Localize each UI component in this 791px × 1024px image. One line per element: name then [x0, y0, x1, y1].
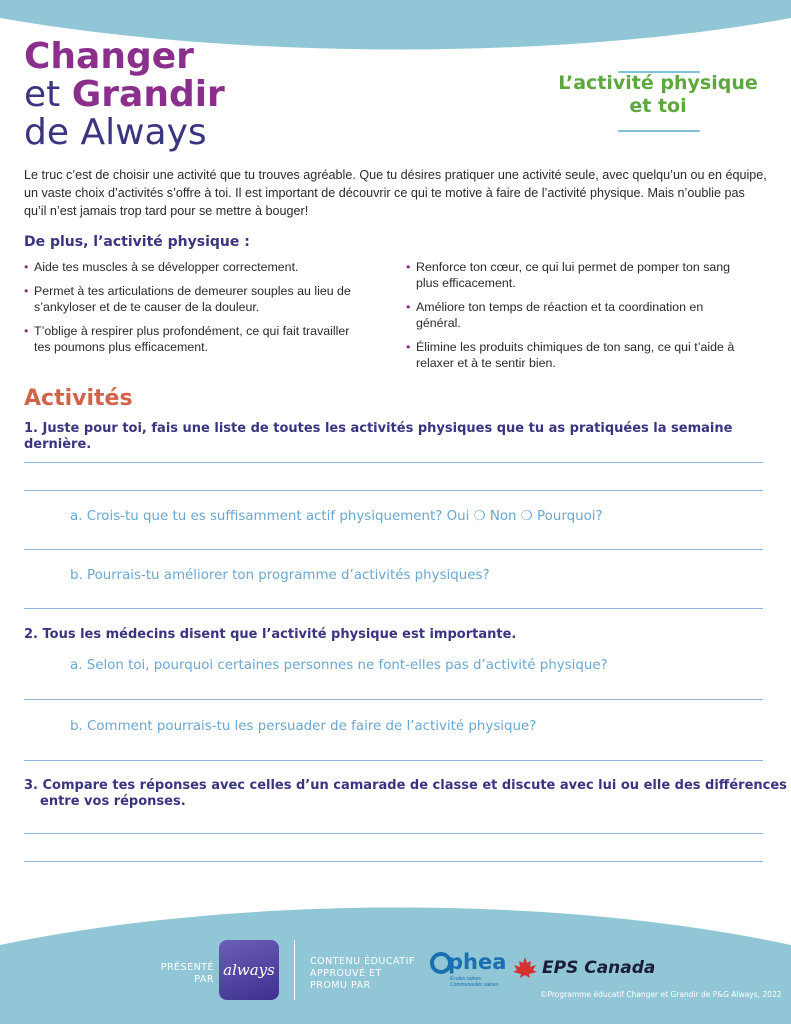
presented-line-1: PRÉSENTÉ: [160, 962, 214, 973]
question-2b: b. Comment pourrais-tu les persuader de faire de l’activité physique?: [70, 719, 537, 734]
benefit-item: • Élimine les produits chimiques de ton sang, ce qui t’aide à relaxer et à te sentir bien.: [406, 339, 736, 371]
question-2: 2. Tous les médecins disent que l’activité physique est importante.: [24, 627, 517, 642]
topic-bottom-rule: [618, 130, 700, 132]
question-1: 1. Juste pour toi, fais une liste de toutes les activités physiques que tu as pratiquées la semaine dernière.: [24, 421, 733, 452]
answer-line[interactable]: [24, 462, 763, 463]
brand-line-2: [24, 76, 225, 114]
benefit-item: • Aide tes muscles à se développer correctement.: [24, 259, 364, 275]
always-logo: always: [219, 940, 279, 1000]
answer-line[interactable]: [24, 699, 763, 700]
presented-by-label: [158, 962, 214, 986]
topic-line-2: et toi: [629, 95, 687, 117]
activities-title: Activités: [24, 386, 133, 411]
eps-canada-wordmark: EPS Canada: [542, 958, 656, 978]
answer-line[interactable]: [24, 608, 763, 609]
topic-line-1: L’activité physique: [558, 72, 758, 94]
eps-canada-logo: [512, 954, 656, 984]
benefit-item: • Améliore ton temps de réaction et ta coordination en général.: [406, 299, 736, 331]
ophea-tagline-2: Communautés saines: [450, 982, 499, 988]
question-2a: a. Selon toi, pourquoi certaines personnes ne font-elles pas d’activité physique?: [70, 658, 608, 673]
intro-paragraph: Le truc c’est de choisir une activité que tu trouves agréable. Que tu désires pratiquer une activité seule, avec quelqu’un ou en équipe, un vaste choix d’activités s’offre à toi. Il est important de découvrir ce qui te motive à faire de l’activité physique. Mais n’oublie pas qu’il n’est jamais trop tard pour se mettre à bouger!: [24, 168, 767, 218]
answer-line[interactable]: [24, 760, 763, 761]
content-line-1: CONTENU ÉDUCATIF: [310, 956, 415, 967]
maple-leaf-icon: [512, 956, 538, 980]
benefit-item: • Permet à tes articulations de demeurer souples au lieu de s’ankyloser et de te causer de la douleur.: [24, 283, 364, 315]
benefits-list-left: [24, 259, 364, 363]
ophea-tagline-1: Écoles saines: [450, 976, 481, 982]
answer-line[interactable]: [24, 861, 763, 862]
question-3: [24, 778, 787, 810]
ophea-wordmark: phea: [448, 950, 507, 974]
content-line-2: APPROUVÉ ET: [310, 968, 382, 979]
brand-title: [24, 38, 225, 152]
question-3-line-2: entre vos réponses.: [40, 794, 186, 809]
benefit-item: • T’oblige à respirer plus profondément, ce qui fait travailler tes poumons plus efficacement.: [24, 323, 364, 355]
answer-line[interactable]: [24, 490, 763, 491]
answer-line[interactable]: [24, 833, 763, 834]
answer-line[interactable]: [24, 549, 763, 550]
question-1a: a. Crois-tu que tu es suffisamment actif physiquement? Oui ❍ Non ❍ Pourquoi?: [70, 509, 603, 524]
presented-line-2: PAR: [194, 974, 214, 985]
copyright-notice: ©Programme éducatif Changer et Grandir de P&G Always, 2022: [540, 990, 782, 999]
brand-line-2-b: Grandir: [71, 74, 225, 115]
question-3-line-1: 3. Compare tes réponses avec celles d’un camarade de classe et discute avec lui ou elle des différences: [24, 778, 787, 793]
benefit-item: • Renforce ton cœur, ce qui lui permet de pomper ton sang plus efficacement.: [406, 259, 736, 291]
benefits-title: De plus, l’activité physique :: [24, 234, 250, 250]
brand-line-3: de Always: [24, 112, 207, 153]
footer-divider: [294, 940, 295, 1000]
brand-line-1: Changer: [24, 36, 194, 77]
content-approved-label: [310, 956, 415, 992]
content-line-3: PROMU PAR: [310, 980, 371, 991]
topic-heading: [548, 72, 768, 118]
ophea-logo: [430, 950, 507, 996]
ophea-tagline: [450, 976, 498, 988]
benefits-list-right: [406, 259, 736, 379]
question-1b: b. Pourrais-tu améliorer ton programme d’activités physiques?: [70, 568, 490, 583]
brand-line-2-a: et: [24, 74, 72, 115]
